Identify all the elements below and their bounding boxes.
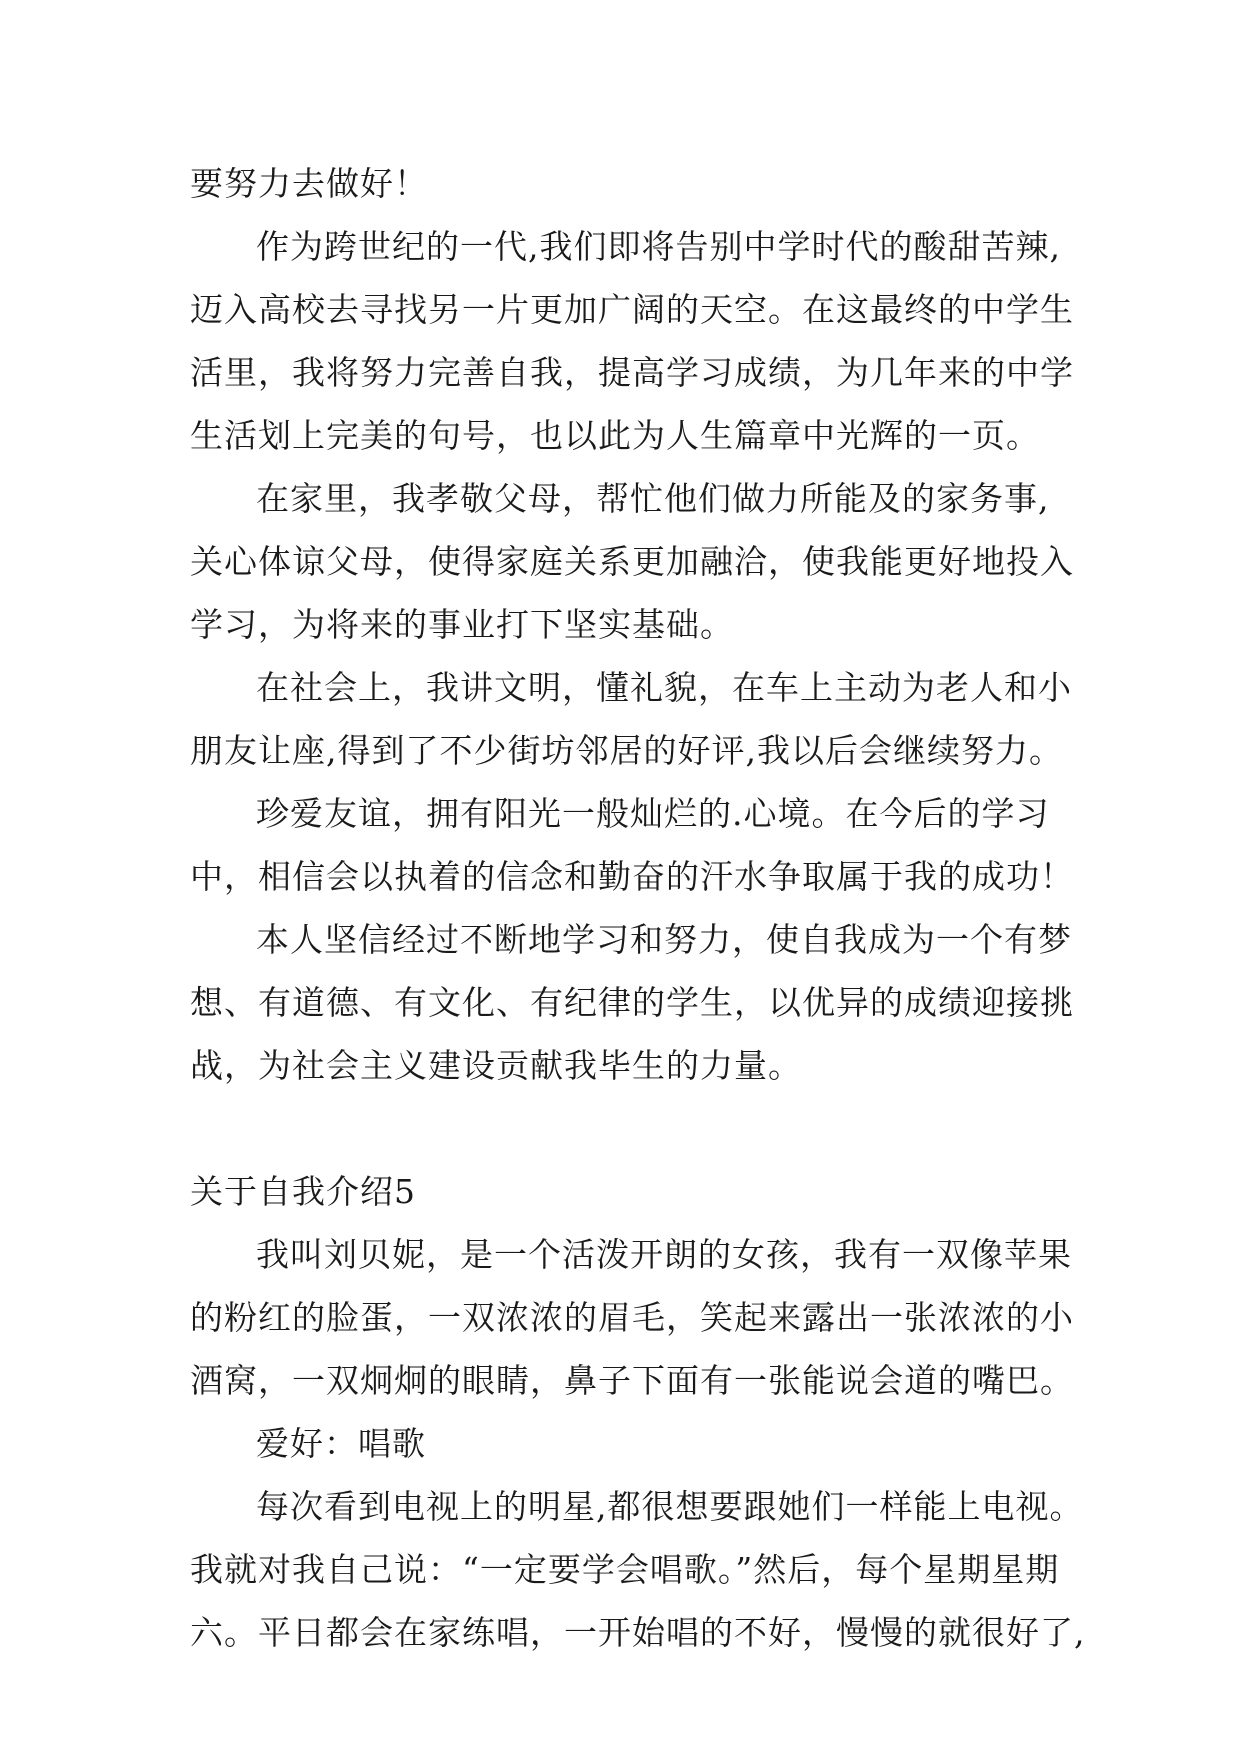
- text-line: 活里，我将努力完善自我，提高学习成绩，为几年来的中学: [190, 353, 1074, 392]
- paragraph-start: 每次看到电视上的明星,都很想要跟她们一样能上电视。: [256, 1487, 1084, 1526]
- text-line: 要努力去做好！: [190, 164, 428, 203]
- text-line: 关心体谅父母，使得家庭关系更加融洽，使我能更好地投入: [190, 542, 1074, 581]
- paragraph-start: 我叫刘贝妮，是一个活泼开朗的女孩，我有一双像苹果: [256, 1235, 1072, 1274]
- text-line: 朋友让座,得到了不少街坊邻居的好评,我以后会继续努力。: [190, 731, 1063, 770]
- text-line: 我就对我自己说：“一定要学会唱歌。”然后，每个星期星期: [190, 1550, 1060, 1589]
- text-line: 中，相信会以执着的信念和勤奋的汗水争取属于我的成功！: [190, 857, 1074, 896]
- paragraph-start: 在家里，我孝敬父母，帮忙他们做力所能及的家务事,: [256, 479, 1050, 518]
- text-line: 想、有道德、有文化、有纪律的学生，以优异的成绩迎接挑: [190, 983, 1074, 1022]
- paragraph-start: 本人坚信经过不断地学习和努力，使自我成为一个有梦: [256, 920, 1072, 959]
- text-line: 生活划上完美的句号，也以此为人生篇章中光辉的一页。: [190, 416, 1040, 455]
- text-line: 酒窝，一双炯炯的眼睛，鼻子下面有一张能说会道的嘴巴。: [190, 1361, 1074, 1400]
- text-line: 学习，为将来的事业打下坚实基础。: [190, 605, 734, 644]
- text-line: 六。平日都会在家练唱，一开始唱的不好，慢慢的就很好了,: [190, 1613, 1086, 1652]
- paragraph-start: 珍爱友谊，拥有阳光一般灿烂的.心境。在今后的学习: [256, 794, 1050, 833]
- paragraph-start: 作为跨世纪的一代,我们即将告别中学时代的酸甜苦辣,: [256, 227, 1061, 266]
- text-line: 迈入高校去寻找另一片更加广阔的天空。在这最终的中学生: [190, 290, 1074, 329]
- text-line: 战，为社会主义建设贡献我毕生的力量。: [190, 1046, 802, 1085]
- paragraph-start: 在社会上，我讲文明，懂礼貌，在车上主动为老人和小: [256, 668, 1072, 707]
- section-heading: 关于自我介绍5: [190, 1172, 416, 1211]
- paragraph-start: 爱好：唱歌: [256, 1424, 426, 1463]
- text-line: 的粉红的脸蛋，一双浓浓的眉毛，笑起来露出一张浓浓的小: [190, 1298, 1074, 1337]
